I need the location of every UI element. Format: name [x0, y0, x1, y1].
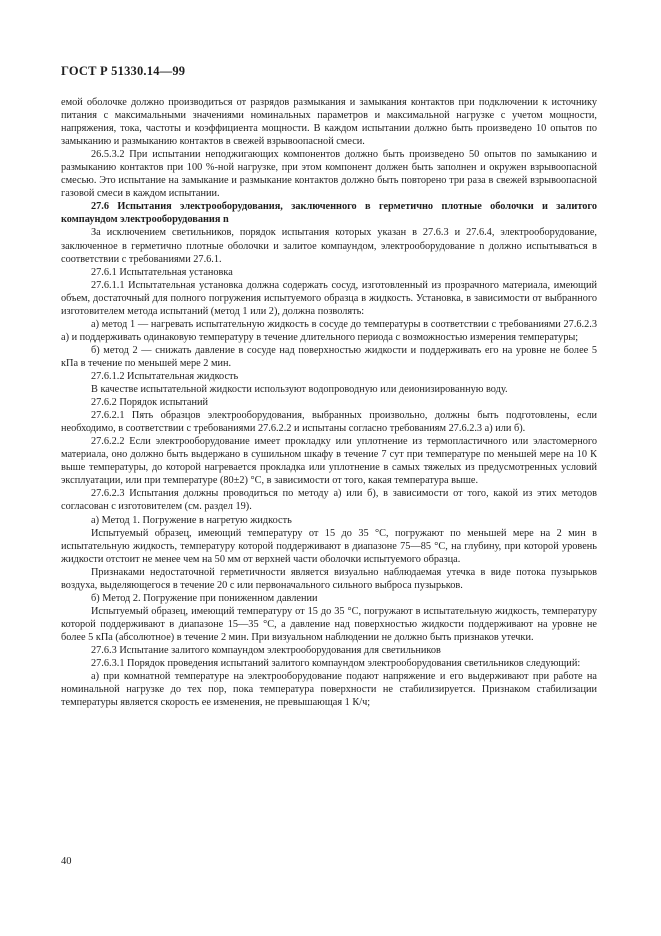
paragraph-continuation: емой оболочке должно производиться от разрядов размыкания и замыкания контактов при подключении к источнику питания с максимальными значениями номинальных параметров и максимальной нагрузке с учетом мощности, напряжения, тока, частоты и коэффициента мощности. В каждом испытании должно быть произведено 10 опытов по замыканию и размыканию контактов в свежей взрывоопасной смеси. [61, 97, 597, 148]
paragraph-27-6-3-1: 27.6.3.1 Порядок проведения испытаний залитого компаундом электрооборудования светильников следующий: [91, 658, 581, 670]
subheading-27-6-2: 27.6.2 Порядок испытаний [91, 397, 208, 409]
section-heading-27-6: 27.6 Испытания электрооборудования, заключенного в герметично плотные оболочки и залитого компаундом электрооборудования n [61, 201, 597, 226]
paragraph-test-liquid: В качестве испытательной жидкости используют водопроводную или деионизированную воду. [91, 384, 508, 396]
method-2-description: Испытуемый образец, имеющий температуру от 15 до 35 °С, погружают в испытательную жидкость, температуру которой поддерживают в диапазоне 15—35 °С, а давление над поверхностью жидкости поддерживают на уровне не более 5 кПа (абсолютное) в течение 2 мин. При визуальном наблюдении не должно быть признаков утечки. [61, 605, 597, 643]
list-item-method-2: б) метод 2 — снижать давление в сосуде над поверхностью жидкости и поддерживать его на уровне не более 5 кПа в течение по меньшей мере 2 мин. [61, 344, 597, 369]
list-item-method-1: а) метод 1 — нагревать испытательную жидкость в сосуде до температуры в соответствии с требованиями 27.6.2.3 а) и поддерживать одинаковую температуру в течение длительного периода с возможностью измерения температуры; [61, 318, 597, 343]
paragraph-27-6-2-1: 27.6.2.1 Пять образцов электрооборудования, выбранных произвольно, должны быть подготовлены, если необходимо, в соответствии с требованиями 27.6.2.2 и испытаны согласно требованиям 27.6.2.3 а) или б). [61, 410, 597, 435]
paragraph-26-5-3-2: 26.5.3.2 При испытании неподжигающих компонентов должно быть произведено 50 опытов по замыканию и размыканию контактов при 100 %-ной нагрузке, при этом компонент должен быть заполнен и окружен взрывоопасной смесью. Это испытание на замыкание и размыкание контактов должно быть повторено три раза в свежей взрывоопасной газовой смеси в каждом испытании. [61, 149, 597, 200]
paragraph-27-6-1-1: 27.6.1.1 Испытательная установка должна содержать сосуд, изготовленный из прозрачного материала, имеющий объем, достаточный для полного погружения испытуемого образца в жидкость. Установка, в зависимости от выбранного изготовителем метода испытаний (метод 1 или 2), должна позволять: [61, 279, 597, 317]
method-1-heading: а) Метод 1. Погружение в нагретую жидкость [91, 514, 292, 526]
leak-criteria: Признаками недостаточной герметичности является визуально наблюдаемая утечка в виде потока пузырьков воздуха, выделяющегося в течение 20 с или первоначального сильного выброса пузырьков. [61, 566, 597, 591]
document-header: ГОСТ Р 51330.14—99 [61, 64, 186, 78]
paragraph-27-6-2-3: 27.6.2.3 Испытания должны проводиться по методу а) или б), в зависимости от того, какой из этих методов согласован с изготовителем (см. раздел 19). [61, 488, 597, 513]
paragraph-27-6-2-2: 27.6.2.2 Если электрооборудование имеет прокладку или уплотнение из термопластичного или эластомерного материала, оно должно быть выдержано в сушильном шкафу в течение 7 сут при температуре по меньшей мере на 10 К выше температуры, до которой нагревается прокладка или уплотнение в самых тяжелых из предусмотренных условий эксплуатации, или при температуре (80±2) °С, в зависимости от того, какая температура выше. [61, 436, 597, 487]
document-body [61, 96, 597, 709]
list-item-room-temperature: а) при комнатной температуре на электрооборудование подают напряжение и его выдерживают при работе на номинальной нагрузке до тех пор, пока температура поверхности не стабилизируется. Признаком стабилизации температуры является скорость ее изменения, не превышающая 1 К/ч; [61, 671, 597, 709]
paragraph-27-6-intro: За исключением светильников, порядок испытания которых указан в 27.6.3 и 27.6.4, электрооборудование, заключенное в герметично плотные оболочки и залитое компаундом, электрооборудование n должно испытываться в соответствии с требованиями 27.6.1. [61, 227, 597, 265]
subheading-27-6-1-2: 27.6.1.2 Испытательная жидкость [91, 370, 239, 382]
method-1-description: Испытуемый образец, имеющий температуру от 15 до 35 °С, погружают по меньшей мере на 2 мин в испытательную жидкость, температуру которой поддерживают в диапазоне 75—85 °С, на глубину, при которой уровень жидкости отстоит не менее чем на 50 мм от верхней части оболочки испытуемого образца. [61, 527, 597, 565]
page-number: 40 [61, 856, 72, 867]
subheading-27-6-1: 27.6.1 Испытательная установка [91, 266, 233, 278]
subheading-27-6-3: 27.6.3 Испытание залитого компаундом электрооборудования для светильников [91, 644, 441, 656]
method-2-heading: б) Метод 2. Погружение при пониженном давлении [91, 592, 318, 604]
